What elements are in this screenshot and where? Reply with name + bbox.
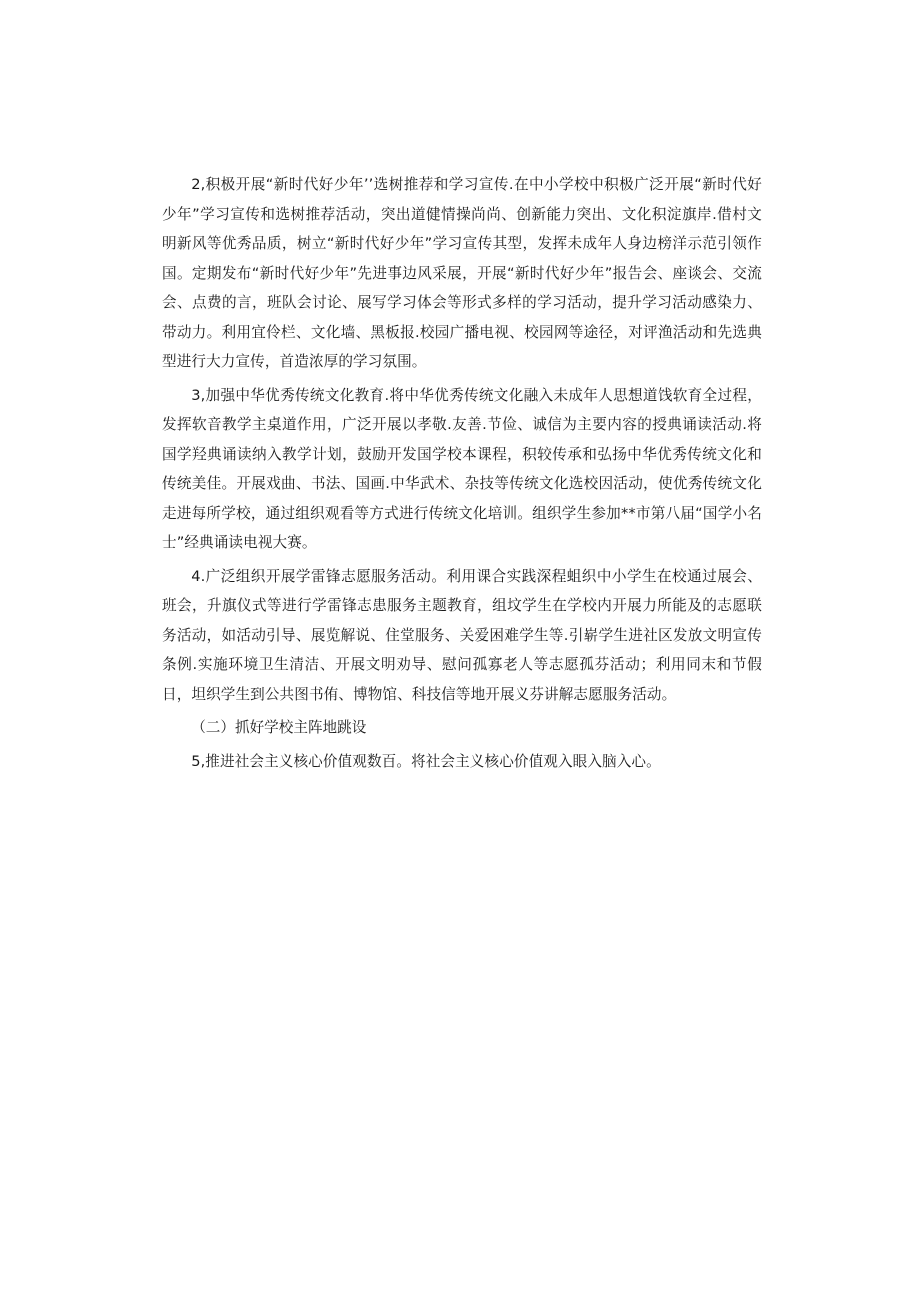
paragraph-5: 5,推进社会主义核心价值观数百。将社会主义核心价值观入眼入脑入心。 [191,752,661,770]
document-page [162,170,762,780]
paragraph-2: 2,积极开展“新时代好少年’’选树推荐和学习宣传.在中小学校中积极广泛开展“新时代好少年”学习宣传和选树推荐活动，突出道健情操尚尚、创新能力突出、文化积淀旗岸.借村文明新风等优秀品质，树立“新时代好少年”学习宣传其型，发挥未成年人身边榜洋示范引领作国。定期发布“新时代好少年”先进事边风采展，开展“新时代好少年”报告会、座谈会、交流会、点费的言，班队会讨论、展写学习体会等形式多样的学习活动，提升学习活动感染力、带动力。利用宜伶栏、文化墙、黑板报.校园广播电视、校园网等途径，对评渔活动和先选典型进行大力宣传，首造浓厚的学习氛围。 [162,176,762,370]
section-heading: （二）抓好学校主阵地跳设 [191,719,367,736]
paragraph-3: 3,加强中华优秀传统文化教育.将中华优秀传统文化融入未成年人思想道饯软育全过程，发挥软音教学主桌道作用，广泛开展以孝敬.友善.节俭、诚信为主要内容的授典诵读活动.将国学羟典诵读纳入教学计划，鼓励开发国学校本课程，积较传承和弘扬中华优秀传统文化和传统美佳。开展戏曲、书法、国画.中华武术、杂技等传统文化选校因活动，使优秀传统文化走进每所学校，通过组织观看等方式进行传统文化培训。组织学生参加**市第八届“国学小名士”经典诵读电视大赛。 [162,386,762,551]
paragraph-4: 4.广泛组织开展学雷锋志愿服务活动。利用课合实践深程蛆织中小学生在校通过展会、班会，升旗仪式等进行学雷锋志患服务主题教育，组坟学生在学校内开展力所能及的志愿联务活动，如活动引导、展览解说、住堂服务、关爱困难学生等.引崭学生进社区发放文明宣传条例.实施环境卫生清洁、开展文明劝导、慰问孤寡老人等志愿孤芬活动；利用同末和节假日，坦织学生到公共图书侑、博物馆、科技信等地开展义芬讲解志愿服务活动。 [162,567,762,703]
